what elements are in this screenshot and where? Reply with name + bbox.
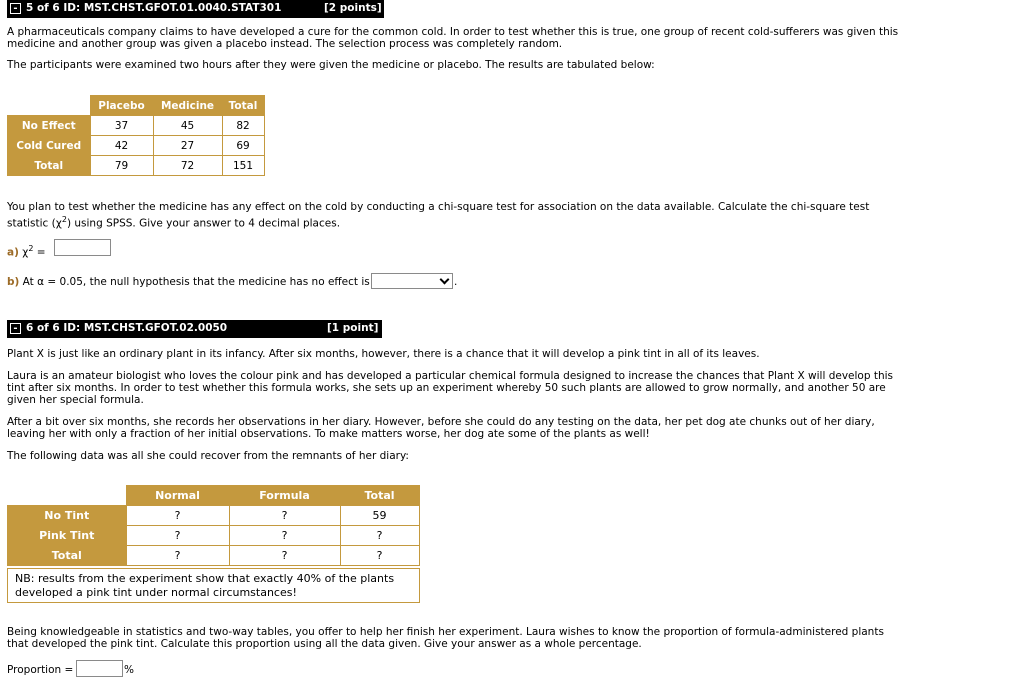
q5-intro-line-3: The participants were examined two hours after they were given the medicine or placebo. The results are tabulated below: (7, 59, 655, 71)
part-b-label (7, 276, 370, 288)
chi-square-input[interactable] (54, 239, 111, 256)
row-header: Cold Cured (8, 136, 91, 156)
part-letter: b) (7, 276, 20, 288)
table-cell: 151 (222, 156, 264, 176)
column-header: Placebo (90, 96, 153, 116)
hypothesis-decision-select[interactable] (371, 273, 453, 289)
table-cell: 79 (90, 156, 153, 176)
question-6-header (7, 320, 382, 338)
q5-task-line-2 (7, 214, 340, 230)
part-b-period: . (454, 276, 458, 288)
proportion-input[interactable] (76, 660, 123, 677)
question-5-title: 5 of 6 ID: MST.CHST.GFOT.01.0040.STAT301 (26, 2, 282, 14)
column-header: Medicine (153, 96, 222, 116)
part-b-text: At α = 0.05, the null hypothesis that the medicine has no effect is (22, 276, 370, 288)
q6-paragraph-5-line-2: that developed the pink tint. Calculate this proportion using all the data given. Give your answer as a whole percentage. (7, 638, 642, 650)
equals-sign: = (33, 246, 46, 259)
table-cell: ? (126, 526, 229, 546)
q5-intro-line-2: medicine and another group was given a placebo instead. The selection process was completely random. (7, 38, 563, 50)
superscript: 2 (28, 244, 34, 253)
table-cell: ? (229, 546, 340, 566)
table-cell: ? (340, 546, 419, 566)
q6-paragraph-2-line-3: given her special formula. (7, 394, 144, 406)
table-header-row (8, 96, 265, 116)
row-header: No Effect (8, 116, 91, 136)
collapse-toggle-button[interactable]: - (10, 323, 21, 334)
column-header: Total (222, 96, 264, 116)
question-6-points: [1 point] (327, 322, 379, 334)
table-cell: 59 (340, 506, 419, 526)
q6-paragraph-4: The following data was all she could recover from the remnants of her diary: (7, 450, 409, 462)
row-header: No Tint (8, 506, 127, 526)
column-header: Normal (126, 486, 229, 506)
question-5-header (7, 0, 384, 18)
q6-paragraph-1: Plant X is just like an ordinary plant in its infancy. After six months, however, there is a chance that it will develop a pink tint in all of its leaves. (7, 348, 760, 360)
q6-paragraph-3-line-2: leaving her with only a fraction of her initial observations. To make matters worse, her dog ate some of the plants as well! (7, 428, 650, 440)
q6-paragraph-5-line-1: Being knowledgeable in statistics and two-way tables, you offer to help her finish her experiment. Laura wishes to know the proportion of formula-administered plants (7, 626, 884, 638)
table-note: NB: results from the experiment show that exactly 40% of the plants developed a pink tint under normal circumstances! (7, 568, 420, 603)
table-row (8, 156, 265, 176)
task-text: statistic (χ (7, 217, 62, 230)
row-header: Pink Tint (8, 526, 127, 546)
table-cell: 82 (222, 116, 264, 136)
task-text: ) using SPSS. Give your answer to 4 decimal places. (66, 217, 341, 230)
table-cell: ? (229, 526, 340, 546)
proportion-label: Proportion = (7, 664, 74, 676)
q5-task-line-1: You plan to test whether the medicine has any effect on the cold by conducting a chi-square test for association on the data available. Calculate the chi-square test (7, 201, 870, 213)
table-cell: ? (229, 506, 340, 526)
table-cell: 42 (90, 136, 153, 156)
table-cell: 27 (153, 136, 222, 156)
table-header-row (8, 486, 420, 506)
table-cell: 37 (90, 116, 153, 136)
table-cell: ? (126, 546, 229, 566)
table-row (8, 116, 265, 136)
table-row (8, 546, 420, 566)
table-row (8, 506, 420, 526)
table-cell: 72 (153, 156, 222, 176)
superscript: 2 (61, 215, 67, 224)
percent-sign: % (124, 664, 134, 676)
table-row (8, 526, 420, 546)
part-letter: a) (7, 246, 19, 259)
chi-symbol: χ (22, 246, 29, 259)
q6-paragraph-3-line-1: After a bit over six months, she records her observations in her diary. However, before she could do any testing on the data, her pet dog ate chunks out of her diary, (7, 416, 875, 428)
q5-contingency-table (7, 95, 265, 176)
column-header: Formula (229, 486, 340, 506)
table-cell: 45 (153, 116, 222, 136)
table-row (8, 136, 265, 156)
chevron-down-icon (440, 275, 450, 285)
collapse-toggle-button[interactable]: - (10, 3, 21, 14)
part-a-label (7, 243, 46, 259)
table-cell: ? (340, 526, 419, 546)
column-header: Total (340, 486, 419, 506)
row-header: Total (8, 156, 91, 176)
q6-contingency-table (7, 485, 420, 566)
q6-paragraph-2-line-2: tint after six months. In order to test whether this formula works, she sets up an experiment whereby 50 such plants are allowed to grow normally, and another 50 are (7, 382, 886, 394)
q5-intro-line-1: A pharmaceuticals company claims to have developed a cure for the common cold. In order to test whether this is true, one group of recent cold-sufferers was given this (7, 26, 899, 38)
table-cell: 69 (222, 136, 264, 156)
question-6-title: 6 of 6 ID: MST.CHST.GFOT.02.0050 (26, 322, 228, 334)
q6-paragraph-2-line-1: Laura is an amateur biologist who loves the colour pink and has developed a particular chemical formula designed to increase the chances that Plant X will develop this (7, 370, 894, 382)
table-cell: ? (126, 506, 229, 526)
question-5-points: [2 points] (324, 2, 382, 14)
row-header: Total (8, 546, 127, 566)
